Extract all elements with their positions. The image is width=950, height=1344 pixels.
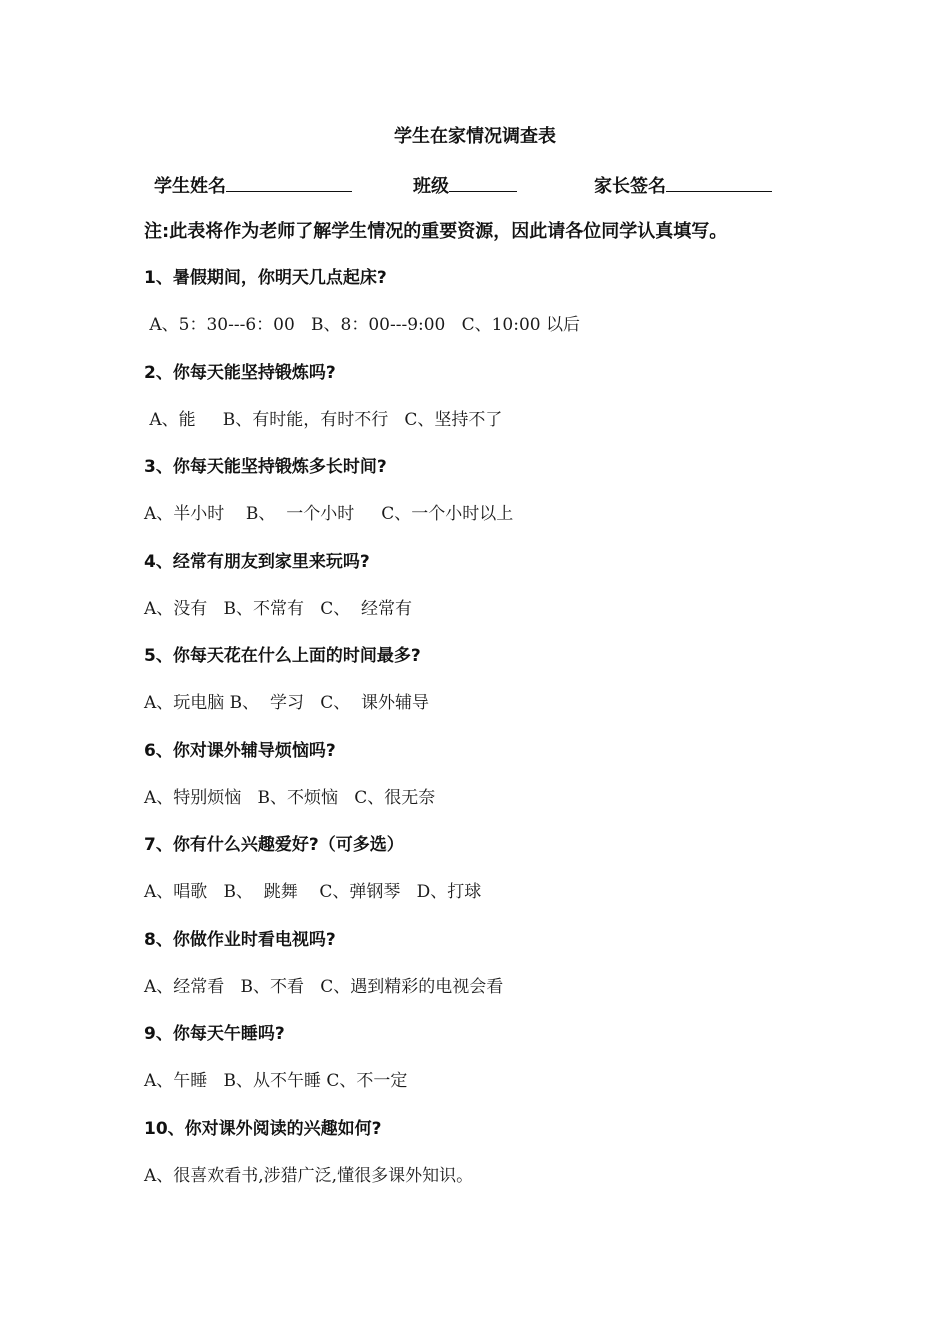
options-4: A、没有 B、不常有 C、 经常有 <box>144 599 413 619</box>
question-5: 5、你每天花在什么上面的时间最多? <box>144 646 421 666</box>
parent-signature-blank[interactable] <box>666 171 772 192</box>
class-blank[interactable] <box>449 171 517 192</box>
question-1: 1、暑假期间，你明天几点起床? <box>144 268 387 288</box>
student-name-label: 学生姓名 <box>154 176 226 197</box>
note: 注:此表将作为老师了解学生情况的重要资源，因此请各位同学认真填写。 <box>144 221 728 242</box>
question-10: 10、你对课外阅读的兴趣如何? <box>144 1119 382 1139</box>
parent-signature-label: 家长签名 <box>594 176 666 197</box>
question-4: 4、经常有朋友到家里来玩吗? <box>144 552 370 572</box>
options-3: A、半小时 B、 一个小时 C、一个小时以上 <box>144 504 514 524</box>
question-9: 9、你每天午睡吗? <box>144 1024 285 1044</box>
student-name-field <box>154 171 352 201</box>
page-title: 学生在家情况调查表 <box>394 126 556 147</box>
question-3: 3、你每天能坚持锻炼多长时间? <box>144 457 387 477</box>
question-7: 7、你有什么兴趣爱好?（可多选） <box>144 835 404 855</box>
question-6: 6、你对课外辅导烦恼吗? <box>144 741 336 761</box>
options-9: A、午睡 B、从不午睡 C、不一定 <box>144 1071 408 1091</box>
options-10: A、很喜欢看书,涉猎广泛,懂很多课外知识。 <box>144 1166 474 1186</box>
parent-signature-field <box>594 171 772 201</box>
student-name-blank[interactable] <box>226 171 352 192</box>
question-2: 2、你每天能坚持锻炼吗? <box>144 363 336 383</box>
class-field <box>413 171 517 201</box>
options-6: A、特别烦恼 B、不烦恼 C、很无奈 <box>144 788 436 808</box>
options-1: A、5：30---6：00 B、8：00---9:00 C、10:00 以后 <box>144 315 580 335</box>
class-label: 班级 <box>413 176 449 197</box>
options-2: A、能 B、有时能，有时不行 C、坚持不了 <box>144 410 503 430</box>
question-8: 8、你做作业时看电视吗? <box>144 930 336 950</box>
options-7: A、唱歌 B、 跳舞 C、弹钢琴 D、打球 <box>144 882 482 902</box>
options-5: A、玩电脑 B、 学习 C、 课外辅导 <box>144 693 430 713</box>
options-8: A、经常看 B、不看 C、遇到精彩的电视会看 <box>144 977 504 997</box>
